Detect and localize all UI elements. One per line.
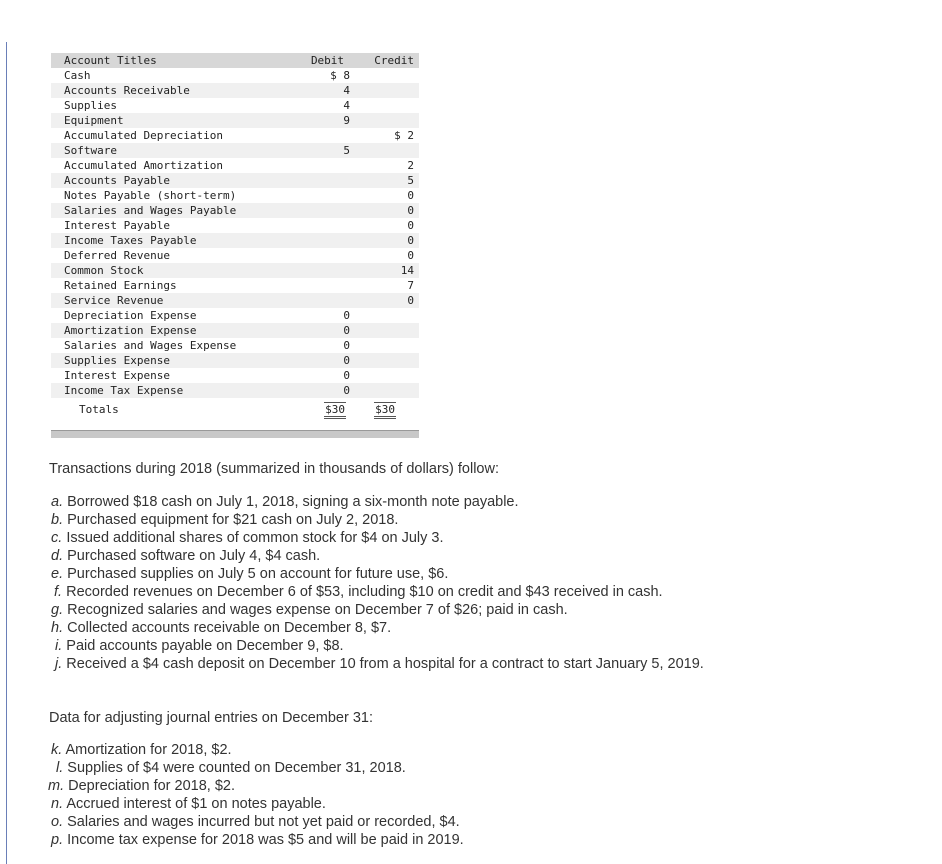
account-title-cell: Retained Earnings bbox=[64, 279, 177, 292]
item-text: Salaries and wages incurred but not yet paid or recorded, $4. bbox=[67, 814, 460, 830]
account-title-cell: Income Taxes Payable bbox=[64, 234, 197, 247]
account-title-cell: Accumulated Depreciation bbox=[64, 129, 223, 142]
account-title-cell: Software bbox=[64, 144, 117, 157]
debit-cell: 0 bbox=[343, 369, 350, 382]
account-title-cell: Interest Payable bbox=[64, 219, 170, 232]
debit-cell bbox=[301, 188, 354, 203]
debit-cell bbox=[301, 158, 354, 173]
account-title-cell: Cash bbox=[64, 69, 91, 82]
item-letter: e. bbox=[51, 566, 64, 582]
table-row bbox=[51, 203, 419, 218]
list-item bbox=[51, 619, 391, 637]
item-letter: d. bbox=[51, 548, 64, 564]
credit-cell: 0 bbox=[407, 249, 414, 262]
item-letter: h. bbox=[51, 620, 64, 636]
item-letter: a. bbox=[51, 494, 64, 510]
item-letter: l. bbox=[56, 760, 64, 776]
debit-cell bbox=[301, 278, 354, 293]
table-row bbox=[51, 173, 419, 188]
table-row bbox=[51, 323, 419, 338]
item-letter: p. bbox=[51, 832, 64, 848]
credit-cell: 0 bbox=[407, 189, 414, 202]
credit-cell: 14 bbox=[400, 264, 414, 277]
item-text: Amortization for 2018, $2. bbox=[65, 742, 232, 758]
item-text: Borrowed $18 cash on July 1, 2018, signing a six-month note payable. bbox=[67, 494, 519, 510]
debit-cell bbox=[301, 173, 354, 188]
debit-cell: $ 8 bbox=[330, 69, 350, 82]
list-item bbox=[51, 601, 568, 619]
item-text: Purchased supplies on July 5 on account for future use, $6. bbox=[67, 566, 449, 582]
transactions-intro: Transactions during 2018 (summarized in thousands of dollars) follow: bbox=[49, 461, 499, 477]
list-item bbox=[51, 511, 398, 529]
list-item bbox=[55, 637, 344, 655]
header-credit: Credit bbox=[374, 54, 414, 67]
item-text: Income tax expense for 2018 was $5 and will be paid in 2019. bbox=[67, 832, 464, 848]
list-item bbox=[54, 583, 663, 601]
table-row bbox=[51, 368, 419, 383]
debit-cell bbox=[301, 128, 354, 143]
totals-label: Totals bbox=[79, 403, 119, 416]
account-title-cell: Supplies Expense bbox=[64, 354, 170, 367]
debit-cell bbox=[301, 233, 354, 248]
credit-cell bbox=[354, 143, 419, 158]
account-title-cell: Income Tax Expense bbox=[64, 384, 184, 397]
list-item bbox=[56, 759, 406, 777]
table-row bbox=[51, 308, 419, 323]
account-title-cell: Accumulated Amortization bbox=[64, 159, 223, 172]
item-text: Issued additional shares of common stock for $4 on July 3. bbox=[66, 530, 444, 546]
item-letter: b. bbox=[51, 512, 64, 528]
debit-cell: 0 bbox=[343, 354, 350, 367]
adjusting-intro: Data for adjusting journal entries on December 31: bbox=[49, 710, 374, 726]
debit-cell: 0 bbox=[343, 309, 350, 322]
left-margin-rule bbox=[6, 42, 7, 864]
table-row bbox=[51, 353, 419, 368]
table-row bbox=[51, 83, 419, 98]
debit-cell: 0 bbox=[343, 339, 350, 352]
totals-debit: $30 bbox=[324, 402, 346, 419]
table-row bbox=[51, 293, 419, 308]
credit-cell bbox=[354, 83, 419, 98]
credit-cell: 0 bbox=[407, 219, 414, 232]
item-letter: k. bbox=[51, 742, 63, 758]
item-text: Accrued interest of $1 on notes payable. bbox=[66, 796, 326, 812]
table-row bbox=[51, 143, 419, 158]
credit-cell: 7 bbox=[407, 279, 414, 292]
credit-cell bbox=[354, 368, 419, 383]
table-row bbox=[51, 158, 419, 173]
item-letter: n. bbox=[51, 796, 64, 812]
item-text: Purchased software on July 4, $4 cash. bbox=[67, 548, 321, 564]
account-title-cell: Interest Expense bbox=[64, 369, 170, 382]
debit-cell bbox=[301, 218, 354, 233]
credit-cell bbox=[354, 308, 419, 323]
credit-cell bbox=[354, 113, 419, 128]
debit-cell bbox=[301, 293, 354, 308]
list-item bbox=[48, 777, 235, 795]
item-text: Depreciation for 2018, $2. bbox=[68, 778, 235, 794]
account-title-cell: Amortization Expense bbox=[64, 324, 197, 337]
credit-cell bbox=[354, 383, 419, 398]
item-letter: f. bbox=[54, 584, 63, 600]
credit-cell bbox=[354, 323, 419, 338]
item-text: Supplies of $4 were counted on December 31, 2018. bbox=[67, 760, 406, 776]
credit-cell: 2 bbox=[407, 159, 414, 172]
account-title-cell: Accounts Receivable bbox=[64, 84, 190, 97]
debit-cell: 0 bbox=[343, 384, 350, 397]
table-body bbox=[51, 68, 419, 398]
table-row bbox=[51, 128, 419, 143]
account-title-cell: Equipment bbox=[64, 114, 124, 127]
item-text: Received a $4 cash deposit on December 10 from a hospital for a contract to start January 5, 2019. bbox=[66, 656, 704, 672]
credit-cell: 5 bbox=[407, 174, 414, 187]
item-text: Paid accounts payable on December 9, $8. bbox=[66, 638, 344, 654]
item-text: Recognized salaries and wages expense on December 7 of $26; paid in cash. bbox=[67, 602, 568, 618]
table-row bbox=[51, 248, 419, 263]
table-scrollbar[interactable] bbox=[51, 430, 419, 438]
list-item bbox=[55, 655, 704, 673]
item-letter: i. bbox=[55, 638, 63, 654]
table-row bbox=[51, 113, 419, 128]
list-item bbox=[51, 493, 519, 511]
trial-balance-table bbox=[51, 53, 419, 419]
table-row bbox=[51, 338, 419, 353]
credit-cell: 0 bbox=[407, 204, 414, 217]
item-text: Recorded revenues on December 6 of $53, including $10 on credit and $43 received in cash. bbox=[66, 584, 663, 600]
account-title-cell: Salaries and Wages Payable bbox=[64, 204, 237, 217]
debit-cell bbox=[301, 263, 354, 278]
credit-cell bbox=[354, 338, 419, 353]
account-title-cell: Supplies bbox=[64, 99, 117, 112]
table-row bbox=[51, 188, 419, 203]
item-letter: m. bbox=[48, 778, 65, 794]
list-item bbox=[51, 741, 232, 759]
table-row bbox=[51, 98, 419, 113]
list-item bbox=[51, 831, 464, 849]
credit-cell: $ 2 bbox=[394, 129, 414, 142]
table-row bbox=[51, 383, 419, 398]
account-title-cell: Service Revenue bbox=[64, 294, 164, 307]
table-header bbox=[51, 53, 419, 68]
debit-cell: 0 bbox=[343, 324, 350, 337]
table-row bbox=[51, 233, 419, 248]
credit-cell: 0 bbox=[407, 294, 414, 307]
list-item bbox=[51, 529, 444, 547]
debit-cell: 4 bbox=[343, 84, 350, 97]
list-item bbox=[51, 565, 448, 583]
credit-cell: 0 bbox=[407, 234, 414, 247]
table-row bbox=[51, 263, 419, 278]
credit-cell bbox=[354, 68, 419, 83]
list-item bbox=[51, 547, 320, 565]
credit-cell bbox=[354, 98, 419, 113]
header-debit: Debit bbox=[310, 54, 345, 67]
debit-cell: 9 bbox=[343, 114, 350, 127]
table-row bbox=[51, 218, 419, 233]
account-title-cell: Accounts Payable bbox=[64, 174, 170, 187]
list-item bbox=[51, 813, 460, 831]
account-title-cell: Deferred Revenue bbox=[64, 249, 170, 262]
table-row bbox=[51, 278, 419, 293]
table-row bbox=[51, 68, 419, 83]
item-letter: g. bbox=[51, 602, 64, 618]
item-text: Collected accounts receivable on December 8, $7. bbox=[67, 620, 392, 636]
account-title-cell: Depreciation Expense bbox=[64, 309, 197, 322]
list-item bbox=[51, 795, 326, 813]
debit-cell bbox=[301, 248, 354, 263]
item-text: Purchased equipment for $21 cash on July 2, 2018. bbox=[67, 512, 399, 528]
totals-row bbox=[51, 401, 419, 419]
totals-credit: $30 bbox=[374, 402, 396, 419]
item-letter: c. bbox=[51, 530, 63, 546]
debit-cell: 5 bbox=[343, 144, 350, 157]
account-title-cell: Salaries and Wages Expense bbox=[64, 339, 237, 352]
account-title-cell: Common Stock bbox=[64, 264, 144, 277]
item-letter: o. bbox=[51, 814, 64, 830]
credit-cell bbox=[354, 353, 419, 368]
header-account-titles: Account Titles bbox=[64, 54, 157, 67]
debit-cell bbox=[301, 203, 354, 218]
account-title-cell: Notes Payable (short-term) bbox=[64, 189, 237, 202]
debit-cell: 4 bbox=[343, 99, 350, 112]
item-letter: j. bbox=[55, 656, 63, 672]
